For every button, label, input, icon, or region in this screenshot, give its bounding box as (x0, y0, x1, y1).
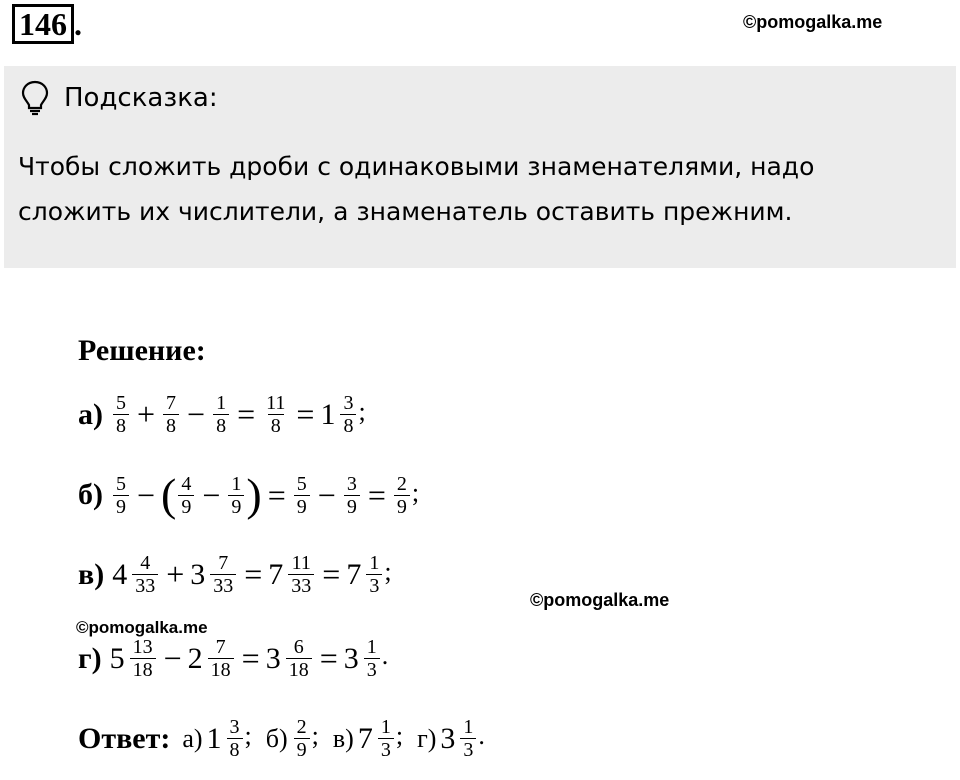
fraction: $\frac{1}{3}$ (366, 552, 382, 597)
operator: − (163, 640, 182, 676)
integer-part: 5 (109, 641, 125, 675)
row-label: г) (78, 641, 102, 675)
fraction: $\frac{5}{8}$ (113, 392, 129, 437)
fraction: $\frac{1}{3}$ (378, 716, 394, 761)
hint-text-line: сложить их числители, а знаменатель оставить прежним. (18, 197, 793, 226)
integer-part: 7 (346, 557, 362, 591)
solution-row-d (78, 636, 388, 681)
hint-title: Подсказка: (64, 83, 218, 113)
integer-part: 7 (357, 721, 373, 755)
answer-row (78, 716, 485, 761)
hint-text (18, 144, 948, 234)
punctuation: ; (411, 478, 420, 507)
watermark: ©pomogalka.me (530, 590, 670, 610)
fraction: $\frac{7}{18}$ (208, 636, 234, 681)
operator: = (241, 640, 260, 676)
fraction: $\frac{5}{9}$ (113, 473, 129, 518)
fraction: $\frac{13}{18}$ (130, 636, 156, 681)
solution-row-c (78, 552, 392, 597)
paren-open: ( (161, 469, 177, 520)
fraction: $\frac{7}{8}$ (163, 392, 179, 437)
fraction: $\frac{4}{9}$ (178, 473, 194, 518)
operator: + (166, 556, 185, 592)
operator: − (317, 476, 336, 513)
operator: = (237, 396, 256, 432)
integer-part: 4 (112, 557, 128, 591)
fraction: $\frac{11}{8}$ (266, 392, 286, 437)
watermark: ©pomogalka.me (76, 618, 208, 637)
integer-part: 3 (190, 557, 206, 591)
hint-text-line: Чтобы сложить дроби с одинаковыми знаменателями, надо (18, 152, 815, 181)
operator: = (296, 396, 315, 432)
operator: = (244, 556, 263, 592)
task-number (12, 4, 82, 44)
fraction: $\frac{2}{9}$ (394, 473, 410, 518)
operator: = (322, 556, 341, 592)
fraction: $\frac{2}{9}$ (294, 716, 310, 761)
punctuation: ; (384, 557, 392, 586)
lightbulb-icon (20, 80, 50, 116)
answer-item-label: г) (417, 723, 437, 753)
punctuation: . (478, 721, 485, 750)
row-label: б) (78, 478, 103, 511)
punctuation: ; (358, 397, 366, 426)
operator: − (202, 476, 221, 513)
hint-header (20, 80, 218, 116)
operator: = (267, 476, 286, 513)
punctuation: . (381, 641, 389, 670)
answer-label: Ответ: (78, 721, 171, 755)
integer-part: 1 (320, 397, 336, 431)
row-label: в) (78, 557, 105, 591)
integer-part: 7 (268, 557, 284, 591)
fraction: $\frac{3}{9}$ (344, 473, 360, 518)
answer-item-label: б) (265, 723, 288, 753)
fraction: $\frac{5}{9}$ (294, 473, 310, 518)
fraction: $\frac{7}{33}$ (210, 552, 236, 597)
integer-part: 3 (343, 641, 359, 675)
fraction: $\frac{1}{3}$ (364, 636, 380, 681)
operator: − (187, 396, 206, 432)
row-label: а) (78, 397, 103, 431)
fraction: $\frac{6}{18}$ (286, 636, 312, 681)
hint-box (4, 66, 956, 268)
answer-item-label: а) (182, 723, 203, 753)
operator: = (319, 640, 338, 676)
integer-part: 3 (440, 721, 456, 755)
watermark: ©pomogalka.me (743, 12, 883, 32)
fraction: $\frac{3}{8}$ (227, 716, 243, 761)
answer-item-label: в) (332, 723, 354, 753)
solution-row-b (78, 469, 420, 520)
operator: + (137, 396, 156, 432)
punctuation: ; (395, 721, 404, 750)
task-number-box: 146 (12, 4, 74, 44)
integer-part: 3 (265, 641, 281, 675)
fraction: $\frac{11}{33}$ (288, 552, 314, 597)
solution-heading: Решение: (78, 334, 206, 367)
punctuation: ; (311, 721, 319, 750)
fraction: $\frac{1}{8}$ (213, 392, 229, 437)
fraction: $\frac{4}{33}$ (132, 552, 158, 597)
paren-close: ) (246, 469, 262, 520)
integer-part: 1 (206, 721, 222, 755)
integer-part: 2 (187, 641, 203, 675)
solution-row-a (78, 392, 366, 437)
operator: − (137, 476, 156, 513)
fraction: $\frac{1}{9}$ (228, 473, 244, 518)
fraction: $\frac{3}{8}$ (340, 392, 356, 437)
task-number-dot: . (74, 6, 82, 42)
fraction: $\frac{1}{3}$ (460, 716, 476, 761)
operator: = (367, 476, 386, 513)
punctuation: ; (244, 721, 252, 750)
